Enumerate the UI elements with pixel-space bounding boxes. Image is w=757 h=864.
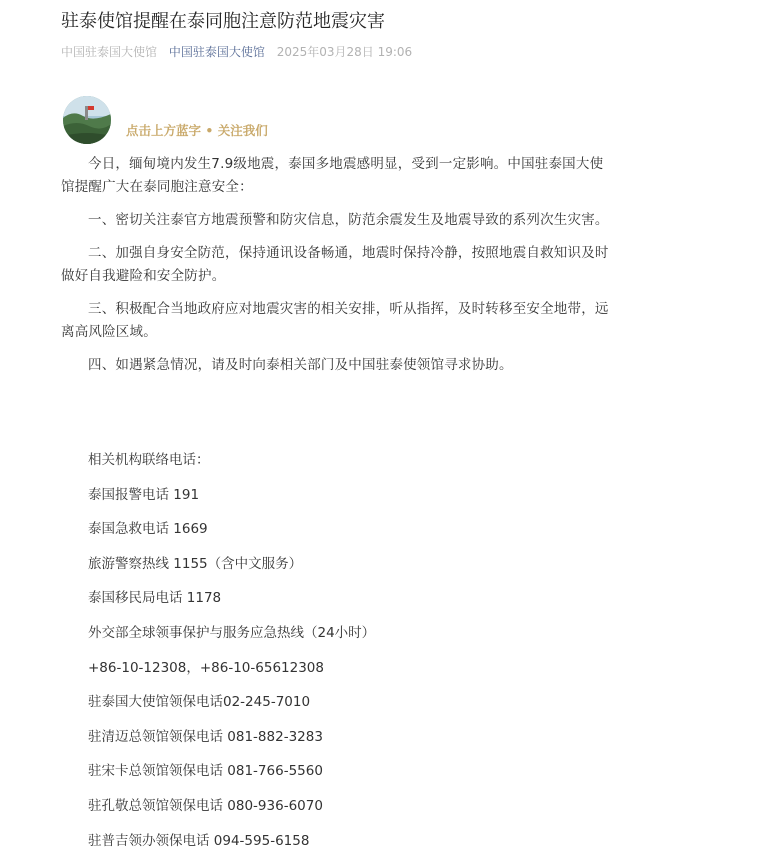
publish-time: 2025年03月28日 19:06: [276, 45, 413, 59]
contact-list: [88, 449, 608, 864]
paragraph-item-3: 三、积极配合当地政府应对地震灾害的相关安排，听从指挥，及时转移至安全地带，远离高风险区域。: [61, 301, 609, 340]
contact-line: +86-10-12308，+86-10-65612308: [88, 659, 324, 676]
contact-line: 驻孔敬总领馆领保电话 080-936-6070: [88, 797, 323, 814]
contact-line: 泰国报警电话 191: [88, 486, 200, 503]
contact-heading: 相关机构联络电话：: [88, 452, 210, 468]
follow-tip[interactable]: 点击上方蓝字 • 关注我们: [126, 123, 268, 138]
article-meta: [61, 43, 412, 61]
contact-line: 驻泰国大使馆领保电话02-245-7010: [88, 694, 311, 711]
paragraph-intro: 今日，缅甸境内发生7.9级地震，泰国多地震感明显，受到一定影响。中国驻泰国大使馆提醒广大在泰同胞注意安全：: [61, 156, 604, 195]
paragraph-item-2: 二、加强自身安全防范，保持通讯设备畅通，地震时保持冷静，按照地震自救知识及时做好自我避险和安全防护。: [61, 245, 609, 284]
contact-line: 旅游警察热线 1155（含中文服务）: [88, 555, 303, 572]
contact-line: 驻普吉领办领保电话 094-595-6158: [88, 832, 310, 849]
avatar-image-icon: [63, 96, 111, 144]
paragraph-item-1: 一、密切关注泰官方地震预警和防灾信息，防范余震发生及地震导致的系列次生灾害。: [88, 212, 609, 228]
contact-line: 泰国急救电话 1669: [88, 521, 208, 538]
article-title: 驻泰使馆提醒在泰同胞注意防范地震灾害: [61, 11, 385, 32]
contact-line: 外交部全球领事保护与服务应急热线（24小时）: [88, 624, 376, 641]
contact-line: 泰国移民局电话 1178: [88, 590, 222, 607]
contact-line: 驻宋卡总领馆领保电话 081-766-5560: [88, 763, 323, 780]
account-avatar[interactable]: [63, 96, 111, 144]
paragraph-item-4: 四、如遇紧急情况，请及时向泰相关部门及中国驻泰使领馆寻求协助。: [88, 357, 513, 373]
contact-line: 驻清迈总领馆领保电话 081-882-3283: [88, 728, 323, 745]
account-name-link[interactable]: 中国驻泰国大使馆: [168, 45, 265, 59]
author-name: 中国驻泰国大使馆: [61, 45, 158, 59]
article-body: [61, 153, 609, 387]
